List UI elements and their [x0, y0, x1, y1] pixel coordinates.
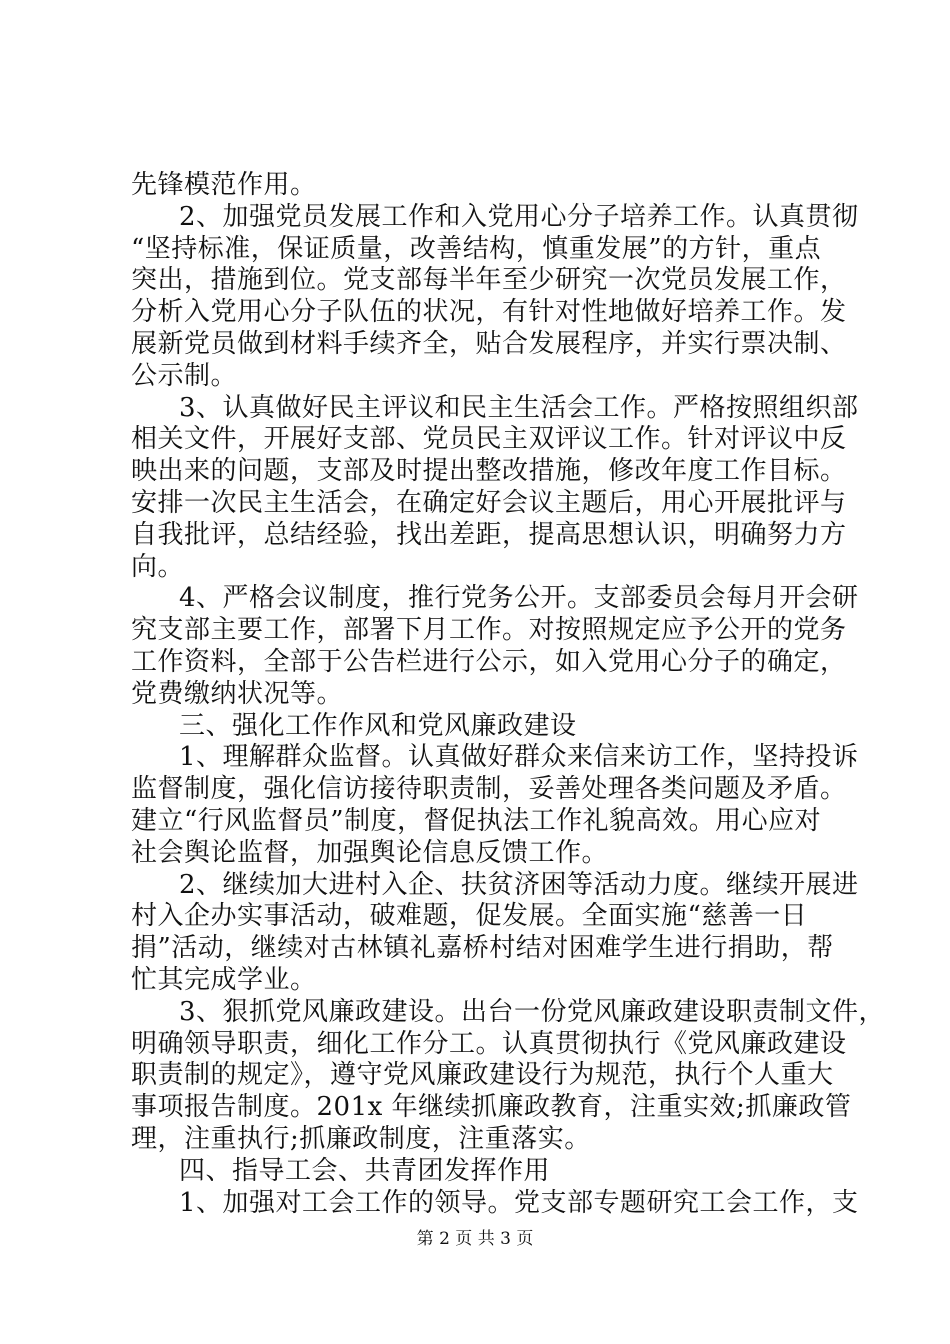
text-line: 向。 [131, 551, 185, 582]
text-line: 社会舆论监督，加强舆论信息反馈工作。 [131, 837, 609, 868]
text-line: 安排一次民主生活会，在确定好会议主题后，用心开展批评与 [131, 487, 847, 518]
text-line: 事项报告制度。201x 年继续抓廉政教育，注重实效;抓廉政管 [131, 1092, 852, 1123]
text-line: 忙其完成学业。 [131, 964, 317, 995]
text-line: 2、加强党员发展工作和入党用心分子培养工作。认真贯彻 [179, 201, 859, 232]
text-line: 明确领导职责，细化工作分工。认真贯彻执行《党风廉政建设 [131, 1028, 847, 1059]
text-line: 4、严格会议制度，推行党务公开。支部委员会每月开会研 [179, 583, 859, 614]
text-line: 3、狠抓党风廉政建设。出台一份党风廉政建设职责制文件， [179, 996, 886, 1027]
text-line: 监督制度，强化信访接待职责制，妥善处理各类问题及矛盾。 [131, 774, 847, 805]
text-line: 建立“行风监督员”制度，督促执法工作礼貌高效。用心应对 [131, 805, 822, 836]
text-line: 公示制。 [131, 360, 238, 391]
text-line: 村入企办实事活动，破难题，促发展。全面实施“慈善一日 [131, 901, 808, 932]
text-line: 2、继续加大进村入企、扶贫济困等活动力度。继续开展进 [179, 869, 859, 900]
text-line: 相关文件，开展好支部、党员民主双评议工作。针对评议中反 [131, 424, 847, 455]
text-line: 突出，措施到位。党支部每半年至少研究一次党员发展工作， [131, 265, 847, 296]
text-line: 理，注重执行;抓廉政制度，注重落实。 [131, 1123, 591, 1154]
text-line: 展新党员做到材料手续齐全，贴合发展程序，并实行票决制、 [131, 328, 847, 359]
text-line: 职责制的规定》，遵守党风廉政建设行为规范，执行个人重大 [131, 1060, 834, 1091]
text-line: 捐”活动，继续对古林镇礼嘉桥村结对困难学生进行捐助，帮 [131, 933, 834, 964]
text-line: “坚持标准，保证质量，改善结构，慎重发展”的方针，重点 [131, 233, 822, 264]
text-line: 自我批评，总结经验，找出差距，提高思想认识，明确努力方 [131, 519, 847, 550]
text-line: 究支部主要工作，部署下月工作。对按照规定应予公开的党务 [131, 615, 847, 646]
text-line: 映出来的问题，支部及时提出整改措施，修改年度工作目标。 [131, 456, 847, 487]
page-footer: 第 2 页 共 3 页 [416, 1229, 534, 1249]
text-line: 3、认真做好民主评议和民主生活会工作。严格按照组织部 [179, 392, 859, 423]
text-line: 先锋模范作用。 [131, 170, 317, 200]
text-line: 1、理解群众监督。认真做好群众来信来访工作，坚持投诉 [179, 742, 859, 773]
text-line: 分析入党用心分子队伍的状况，有针对性地做好培养工作。发 [131, 297, 847, 328]
text-line: 工作资料，全部于公告栏进行公示，如入党用心分子的确定， [131, 646, 847, 677]
text-line: 四、指导工会、共青团发挥作用 [179, 1155, 551, 1186]
document-body [131, 170, 886, 1219]
text-line: 党费缴纳状况等。 [131, 678, 344, 709]
text-line: 三、强化工作作风和党风廉政建设 [179, 710, 577, 741]
text-line: 1、加强对工会工作的领导。党支部专题研究工会工作，支 [179, 1187, 859, 1218]
